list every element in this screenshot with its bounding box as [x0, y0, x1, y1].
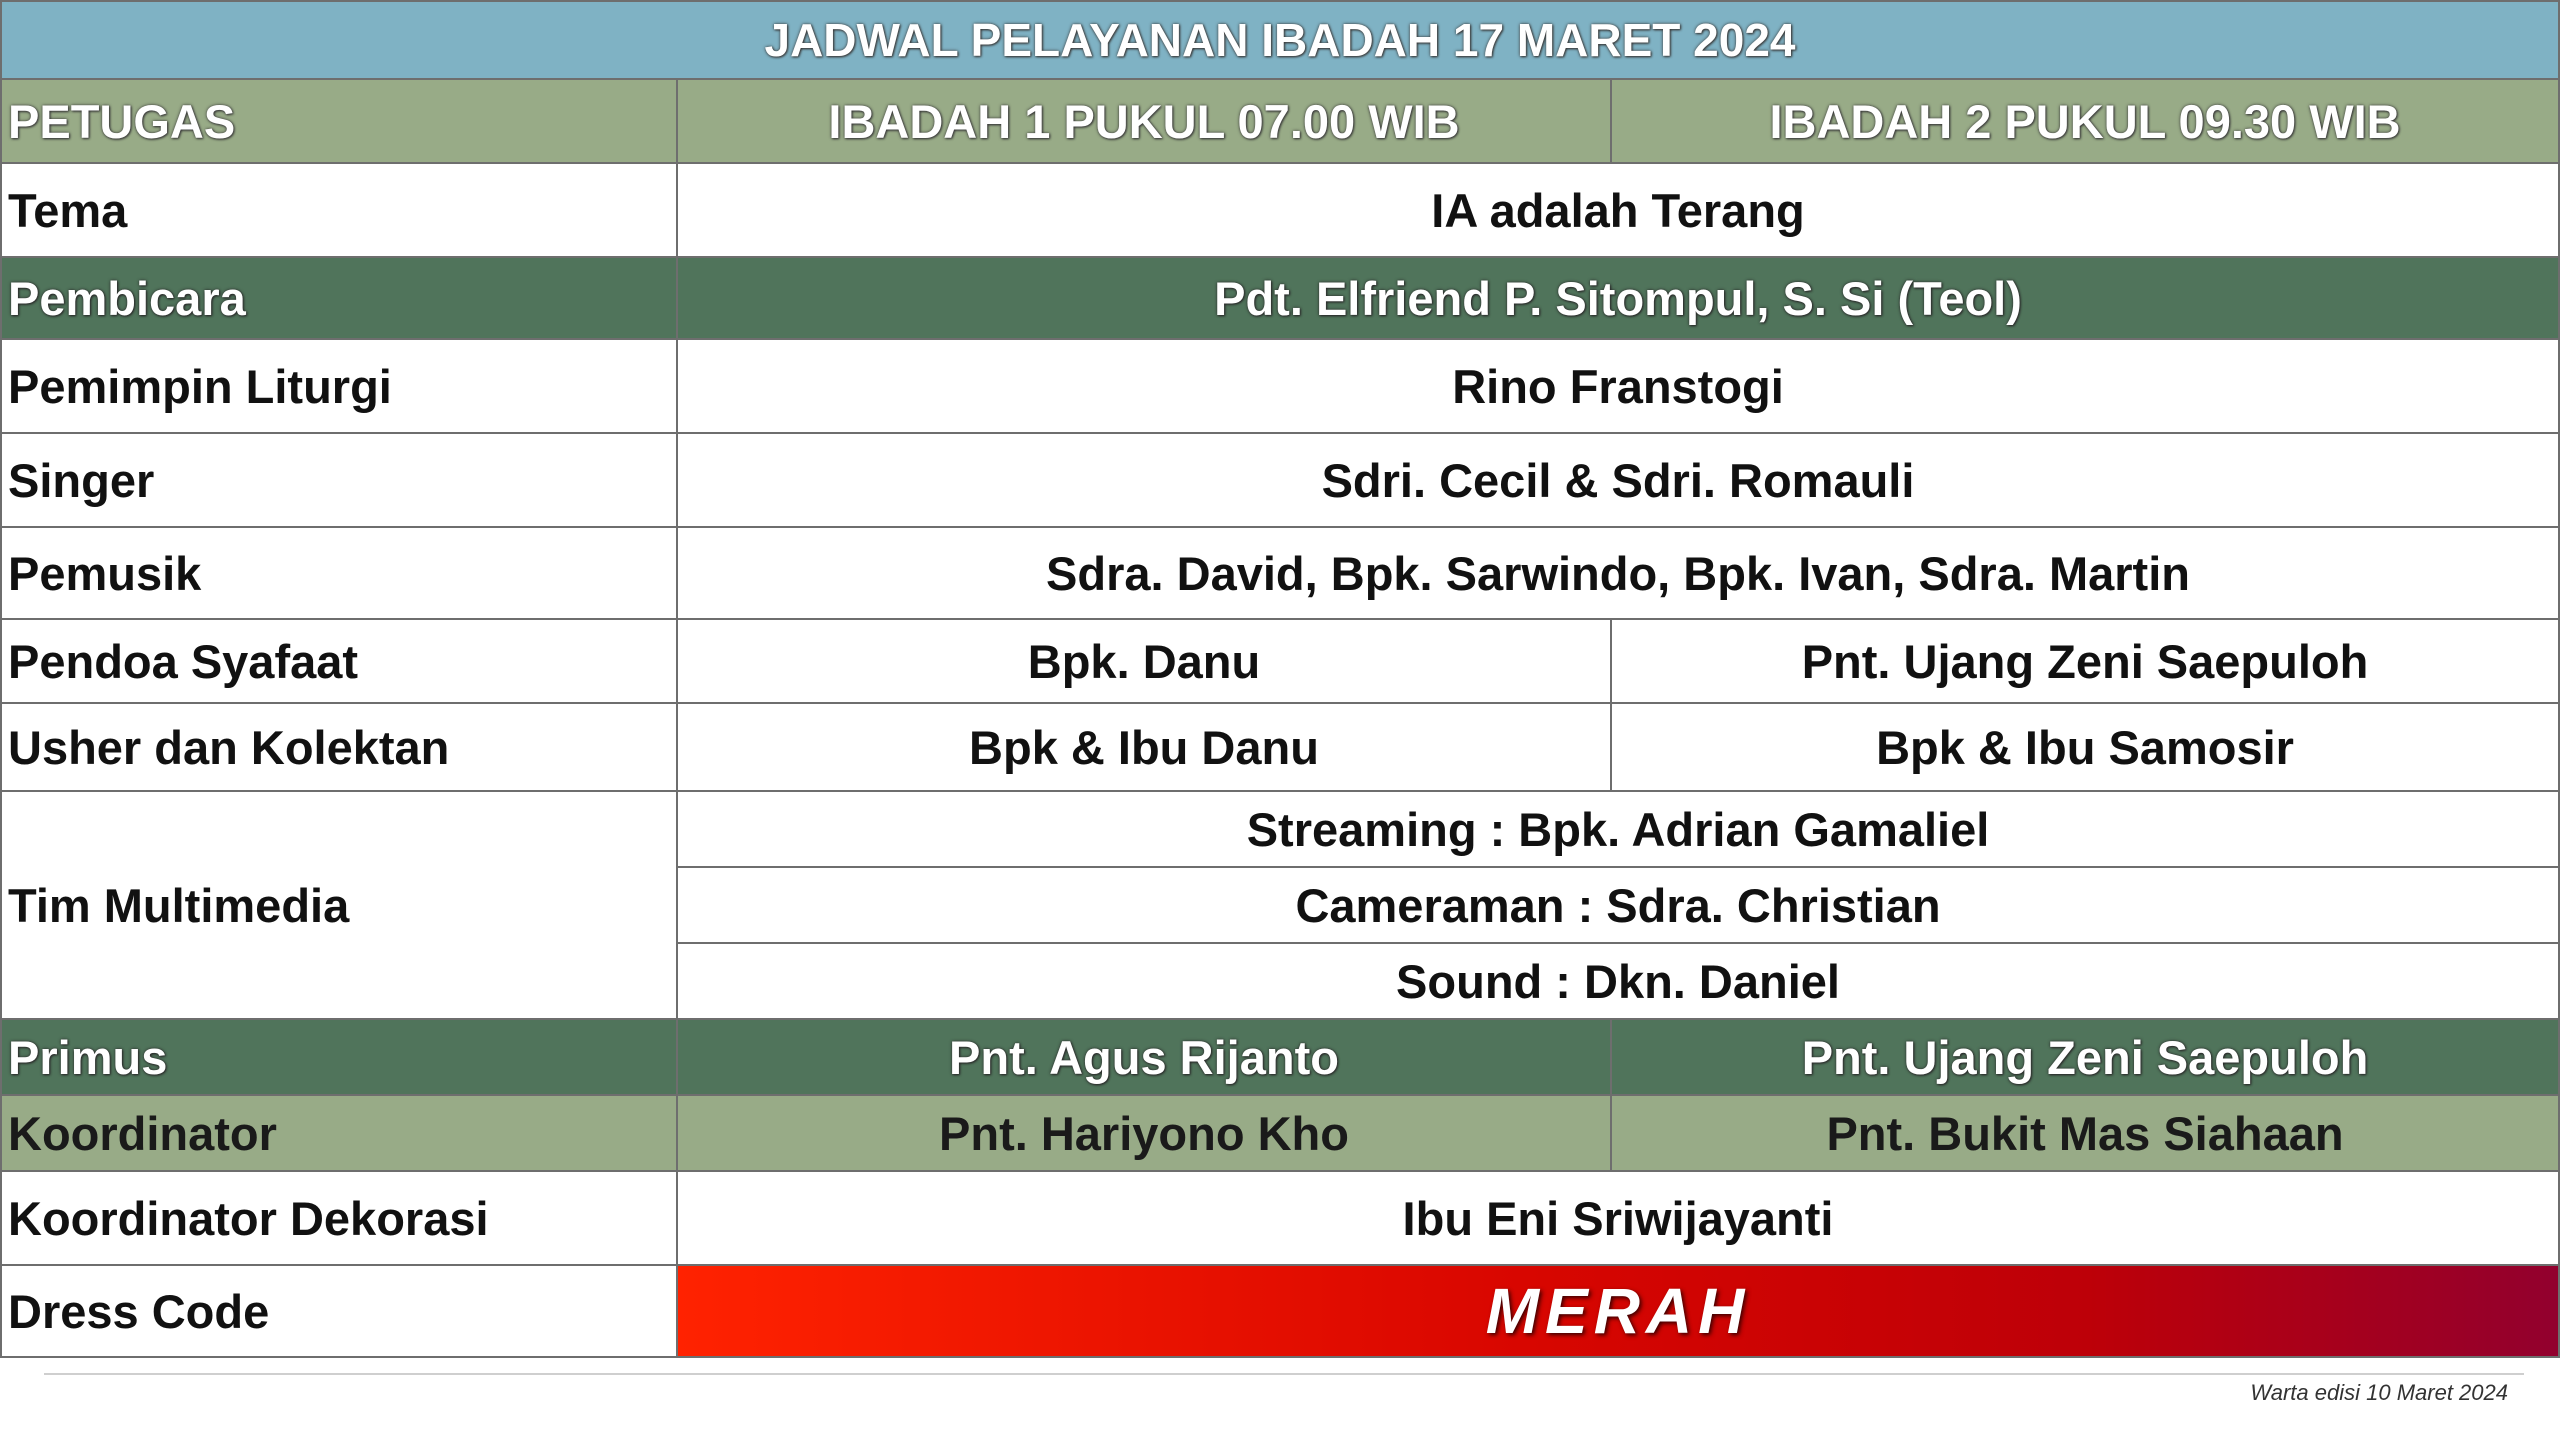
footer-divider	[44, 1373, 2524, 1375]
row-label: Tema	[1, 163, 677, 257]
singer-value: Sdri. Cecil & Sdri. Romauli	[677, 433, 2559, 527]
row-primus	[1, 1019, 2559, 1095]
row-label: Dress Code	[1, 1265, 677, 1357]
row-singer	[1, 433, 2559, 527]
pendoa-ibadah-1: Bpk. Danu	[677, 619, 1611, 703]
row-label: Tim Multimedia	[1, 791, 677, 1019]
pendoa-ibadah-2: Pnt. Ujang Zeni Saepuloh	[1611, 619, 2559, 703]
row-label: Pemusik	[1, 527, 677, 619]
dekorasi-value: Ibu Eni Sriwijayanti	[677, 1171, 2559, 1265]
header-petugas: PETUGAS	[1, 79, 677, 163]
row-pemusik	[1, 527, 2559, 619]
row-multimedia	[1, 791, 2559, 867]
usher-ibadah-2: Bpk & Ibu Samosir	[1611, 703, 2559, 791]
multimedia-streaming: Streaming : Bpk. Adrian Gamaliel	[677, 791, 2559, 867]
row-usher	[1, 703, 2559, 791]
header-ibadah-2: IBADAH 2 PUKUL 09.30 WIB	[1611, 79, 2559, 163]
row-koordinator	[1, 1095, 2559, 1171]
row-label: Primus	[1, 1019, 677, 1095]
koordinator-ibadah-1: Pnt. Hariyono Kho	[677, 1095, 1611, 1171]
row-label: Pemimpin Liturgi	[1, 339, 677, 433]
row-label: Singer	[1, 433, 677, 527]
primus-ibadah-2: Pnt. Ujang Zeni Saepuloh	[1611, 1019, 2559, 1095]
row-label: Pendoa Syafaat	[1, 619, 677, 703]
liturgi-value: Rino Franstogi	[677, 339, 2559, 433]
row-label: Koordinator	[1, 1095, 677, 1171]
tema-value: IA adalah Terang	[677, 163, 2559, 257]
row-tema	[1, 163, 2559, 257]
row-label: Pembicara	[1, 257, 677, 339]
title-row	[1, 1, 2559, 79]
multimedia-sound: Sound : Dkn. Daniel	[677, 943, 2559, 1019]
row-liturgi	[1, 339, 2559, 433]
header-row	[1, 79, 2559, 163]
row-pembicara	[1, 257, 2559, 339]
pembicara-value: Pdt. Elfriend P. Sitompul, S. Si (Teol)	[677, 257, 2559, 339]
multimedia-cameraman: Cameraman : Sdra. Christian	[677, 867, 2559, 943]
primus-ibadah-1: Pnt. Agus Rijanto	[677, 1019, 1611, 1095]
usher-ibadah-1: Bpk & Ibu Danu	[677, 703, 1611, 791]
row-label: Koordinator Dekorasi	[1, 1171, 677, 1265]
koordinator-ibadah-2: Pnt. Bukit Mas Siahaan	[1611, 1095, 2559, 1171]
row-label: Usher dan Kolektan	[1, 703, 677, 791]
pemusik-value: Sdra. David, Bpk. Sarwindo, Bpk. Ivan, Sdra. Martin	[677, 527, 2559, 619]
header-ibadah-1: IBADAH 1 PUKUL 07.00 WIB	[677, 79, 1611, 163]
schedule-title: JADWAL PELAYANAN IBADAH 17 MARET 2024	[1, 1, 2559, 79]
row-dress-code	[1, 1265, 2559, 1357]
footer-edition: Warta edisi 10 Maret 2024	[2250, 1380, 2508, 1405]
row-pendoa	[1, 619, 2559, 703]
dress-code-value: MERAH	[677, 1265, 2559, 1357]
row-dekorasi	[1, 1171, 2559, 1265]
